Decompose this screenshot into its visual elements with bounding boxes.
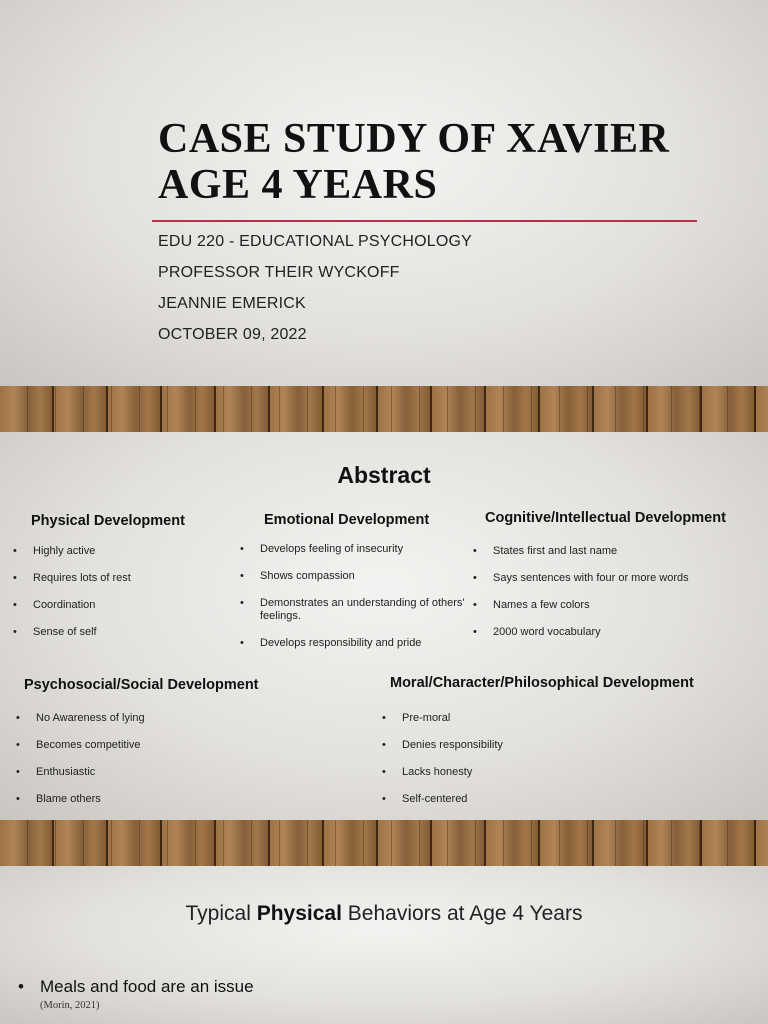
heading-emphasis: Physical [256, 902, 342, 925]
list-item: • Says sentences with four or more words [473, 572, 763, 585]
list-item: • 2000 word vocabulary [473, 626, 763, 639]
psychosocial-heading: Psychosocial/Social Development [24, 677, 259, 693]
list-item: • Demonstrates an understanding of others' feelings. [240, 597, 472, 623]
author-name: JEANNIE EMERICK [158, 295, 306, 312]
list-item: • Lacks honesty [382, 766, 702, 779]
moral-development-column [390, 675, 750, 805]
cognitive-heading: Cognitive/Intellectual Development [485, 510, 726, 526]
title-divider [152, 220, 697, 222]
emotional-heading: Emotional Development [264, 512, 430, 528]
list-item: • Pre-moral [382, 712, 702, 725]
title-slide [0, 0, 768, 386]
cognitive-development-column [485, 510, 755, 638]
list-item: • Shows compassion [240, 570, 470, 583]
physical-development-column [31, 513, 241, 638]
list-item: • Highly active [13, 545, 95, 558]
moral-heading: Moral/Character/Philosophical Development [390, 675, 694, 691]
heading-suffix: Behaviors at Age 4 Years [341, 902, 583, 925]
emotional-development-column [260, 512, 474, 649]
list-item [18, 977, 254, 997]
course-name: EDU 220 - EDUCATIONAL PSYCHOLOGY [158, 233, 473, 250]
slide-heading [0, 902, 768, 926]
list-item: • Names a few colors [473, 599, 763, 612]
list-item: • Blame others [16, 793, 296, 806]
psychosocial-development-column [24, 677, 294, 805]
professor-name: PROFESSOR THEIR WYCKOFF [158, 264, 400, 281]
list-item: • Enthusiastic [16, 766, 296, 779]
list-item: • Requires lots of rest [13, 572, 131, 585]
presentation-date: OCTOBER 09, 2022 [158, 326, 307, 343]
list-item: • Coordination [13, 599, 95, 612]
list-item: • No Awareness of lying [16, 712, 296, 725]
physical-behaviors-slide [0, 866, 768, 1024]
abstract-title: Abstract [337, 462, 431, 488]
list-item: • Denies responsibility [382, 739, 702, 752]
physical-heading: Physical Development [31, 513, 185, 529]
list-item: • Becomes competitive [16, 739, 296, 752]
list-item: • States first and last name [473, 545, 763, 558]
list-item: • Develops feeling of insecurity [240, 543, 470, 556]
bullet-text: Meals and food are an issue [40, 977, 254, 996]
slide-title [158, 116, 669, 208]
title-line-2: AGE 4 YEARS [158, 162, 438, 208]
title-line-1: CASE STUDY OF XAVIER [158, 116, 670, 162]
wood-floor-divider [0, 386, 768, 432]
list-item: • Develops responsibility and pride [240, 637, 470, 650]
heading-prefix: Typical [185, 902, 257, 925]
abstract-slide [0, 432, 768, 820]
citation: (Morin, 2021) [40, 1000, 100, 1011]
list-item: • Sense of self [13, 626, 97, 639]
wood-floor-divider [0, 820, 768, 866]
list-item: • Self-centered [382, 793, 702, 806]
